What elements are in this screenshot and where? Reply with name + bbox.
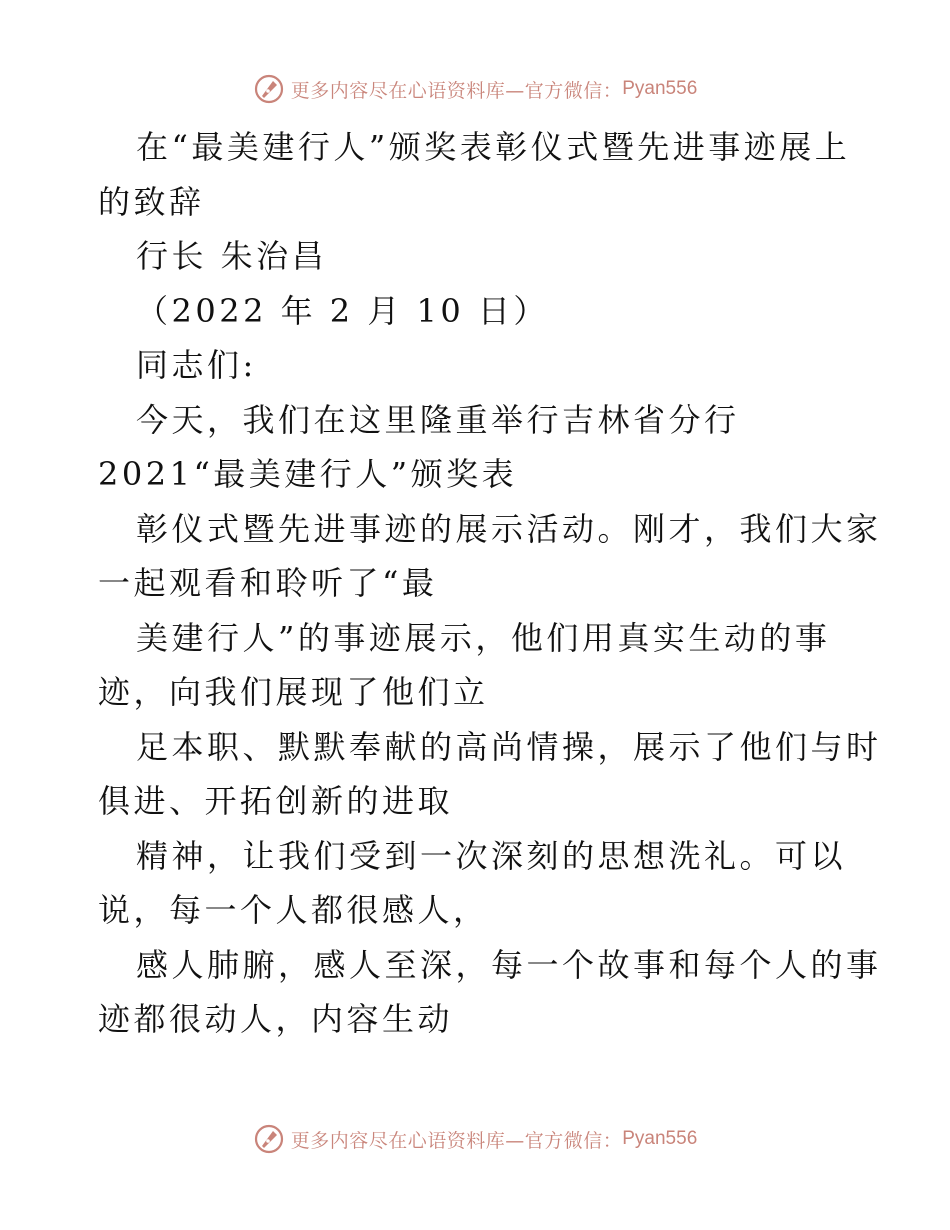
body-line: 说，每一个人都很感人， xyxy=(98,891,489,929)
body-line: 精神，让我们受到一次深刻的思想洗礼。可以 xyxy=(136,836,847,875)
salutation-line: 同志们: xyxy=(136,346,257,384)
body-line: 一起观看和聆听了“最 xyxy=(98,564,438,602)
watermark-text: 更多内容尽在心语资料库—官方微信： xyxy=(290,79,623,102)
body-line: 2021“最美建行人”颁奖表 xyxy=(98,455,518,493)
watermark-handle: Pyan556 xyxy=(622,1128,698,1149)
body-line: 俱进、开拓创新的进取 xyxy=(98,782,454,820)
title-line-2: 的致辞 xyxy=(98,182,205,221)
footer-watermark xyxy=(0,1122,950,1156)
header-watermark xyxy=(0,72,950,106)
body-line: 足本职、默默奉献的高尚情操，展示了他们与时 xyxy=(136,727,882,766)
document-body xyxy=(98,120,882,1047)
body-line: 迹都很动人，内容生动 xyxy=(98,1000,454,1038)
body-line: 彰仪式暨先进事迹的展示活动。刚才，我们大家 xyxy=(136,509,882,548)
pen-nib-logo-icon xyxy=(253,73,285,105)
pen-nib-logo-icon xyxy=(253,1123,285,1155)
date-line: （2022 年 2 月 10 日） xyxy=(136,291,549,330)
body-line: 迹，向我们展现了他们立 xyxy=(98,673,489,711)
body-line: 美建行人”的事迹展示，他们用真实生动的事 xyxy=(136,618,831,657)
body-line: 感人肺腑，感人至深，每一个故事和每个人的事 xyxy=(136,945,882,984)
watermark-handle: Pyan556 xyxy=(622,78,698,99)
watermark-text: 更多内容尽在心语资料库—官方微信： xyxy=(290,1129,623,1152)
speaker-line: 行长 朱治昌 xyxy=(136,237,328,275)
title-line-1: 在“最美建行人”颁奖表彰仪式暨先进事迹展上 xyxy=(136,128,851,166)
body-line: 今天，我们在这里隆重举行吉林省分行 xyxy=(136,400,740,439)
